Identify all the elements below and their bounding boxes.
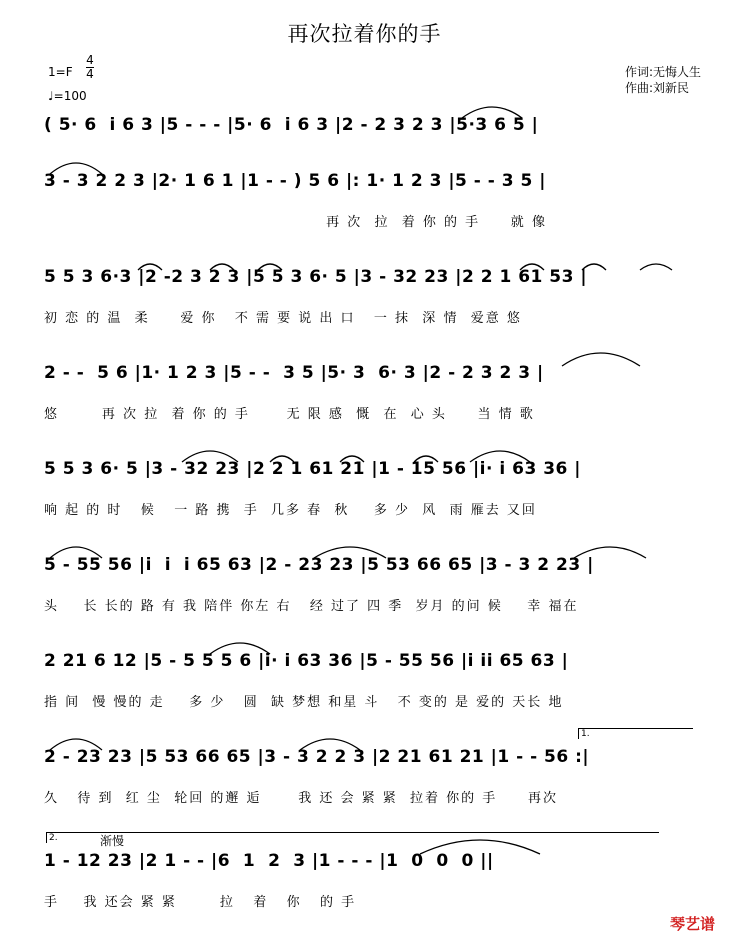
slur [50,547,102,558]
slur [138,264,162,270]
slur [574,547,646,558]
lyrics-line: 头 长 长的 路 有 我 陪伴 你左 右 经 过了 四 季 岁月 的问 候 幸 福在 [44,599,579,614]
notation-line: 2 21 6 12 |5 - 5 5 5 6 |i· i 63 36 |5 - 55 56 |i ii 65 63 | [44,651,569,671]
notation-line: 5 5 3 6· 5 |3 - 32 23 |2 2 1 61 21 |1 - 15 56 |i· i 63 36 | [44,459,581,479]
brand-logo-text: 琴艺谱 [669,915,715,933]
lyrics-line: 手 我 还会 紧 紧 拉 着 你 的 手 [44,895,357,910]
lyrics-line: 久 待 到 红 尘 轮回 的邂 逅 我 还 会 紧 紧 拉着 你的 手 再次 [44,791,558,806]
notation-line: 1 - 12 23 |2 1 - - |6 1 2 3 |1 - - - |1 0 0 0 || [44,851,494,871]
lyricist: 作词:无悔人生 [624,65,701,79]
lyrics-line: 初 恋 的 温 柔 爱 你 不 需 要 说 出 口 一 抹 深 情 爱意 悠 [44,311,522,326]
slur [470,451,530,462]
notation-line: 2 - 23 23 |5 53 66 65 |3 - 3 2 2 3 |2 21 61 21 |1 - - 56 :| [44,747,590,767]
notation-line: 2 - - 5 6 |1· 1 2 3 |5 - - 3 5 |5· 3 6· 3 |2 - 2 3 2 3 | [44,363,544,383]
slur [414,456,438,462]
composer: 作曲:刘新民 [624,81,689,95]
slur [258,264,282,270]
ritardando-mark: 渐慢 [100,834,125,848]
second-ending-label: 2. [49,833,58,843]
notation-line: 3 - 3 2 2 3 |2· 1 6 1 |1 - - ) 5 6 |: 1· 1 2 3 |5 - - 3 5 | [44,171,546,191]
notation-line: 5 5 3 6·3 |2 -2 3 2 3 |5 5 3 6· 5 |3 - 32 23 |2 2 1 61 53 | [44,267,588,287]
lyrics-line: 悠 再 次 拉 着 你 的 手 无 限 感 慨 在 心 头 当 情 歌 [44,407,535,422]
brand-logo [670,913,715,934]
notation-line: 5 - 55 56 |i i i 65 63 |2 - 23 23 |5 53 66 65 |3 - 3 2 23 | [44,555,594,575]
slur [210,643,270,654]
slur [640,264,672,270]
notation-line: ( 5· 6 i 6 3 |5 - - - |5· 6 i 6 3 |2 - 2 3 2 3 |5·3 6 5 | [44,115,539,135]
slur [300,739,360,750]
slur [50,163,102,174]
time-signature-top: 4 [86,53,94,67]
slur [462,107,522,118]
slur [50,739,102,750]
lyrics-line: 响 起 的 时 候 一 路 携 手 几多 春 秋 多 少 风 雨 雁去 又回 [44,503,537,518]
slur [420,840,540,854]
time-signature-bottom: 4 [86,67,94,81]
slur [314,547,386,558]
slur [270,456,294,462]
lyrics-line: 指 间 慢 慢的 走 多 少 圆 缺 梦想 和星 斗 不 变的 是 爱的 天长 地 [44,695,564,710]
first-ending-label: 1. [581,729,590,739]
slur [210,264,234,270]
key-signature: 1=F [48,65,73,79]
slur [520,264,544,270]
slur [562,353,640,366]
page-title: 再次拉着你的手 [287,22,442,46]
slur [582,264,606,270]
slur [340,456,364,462]
slur [182,451,238,462]
lyrics-line: 再 次 拉 着 你 的 手 就 像 [44,215,547,230]
tempo-mark: ♩=100 [48,89,87,103]
